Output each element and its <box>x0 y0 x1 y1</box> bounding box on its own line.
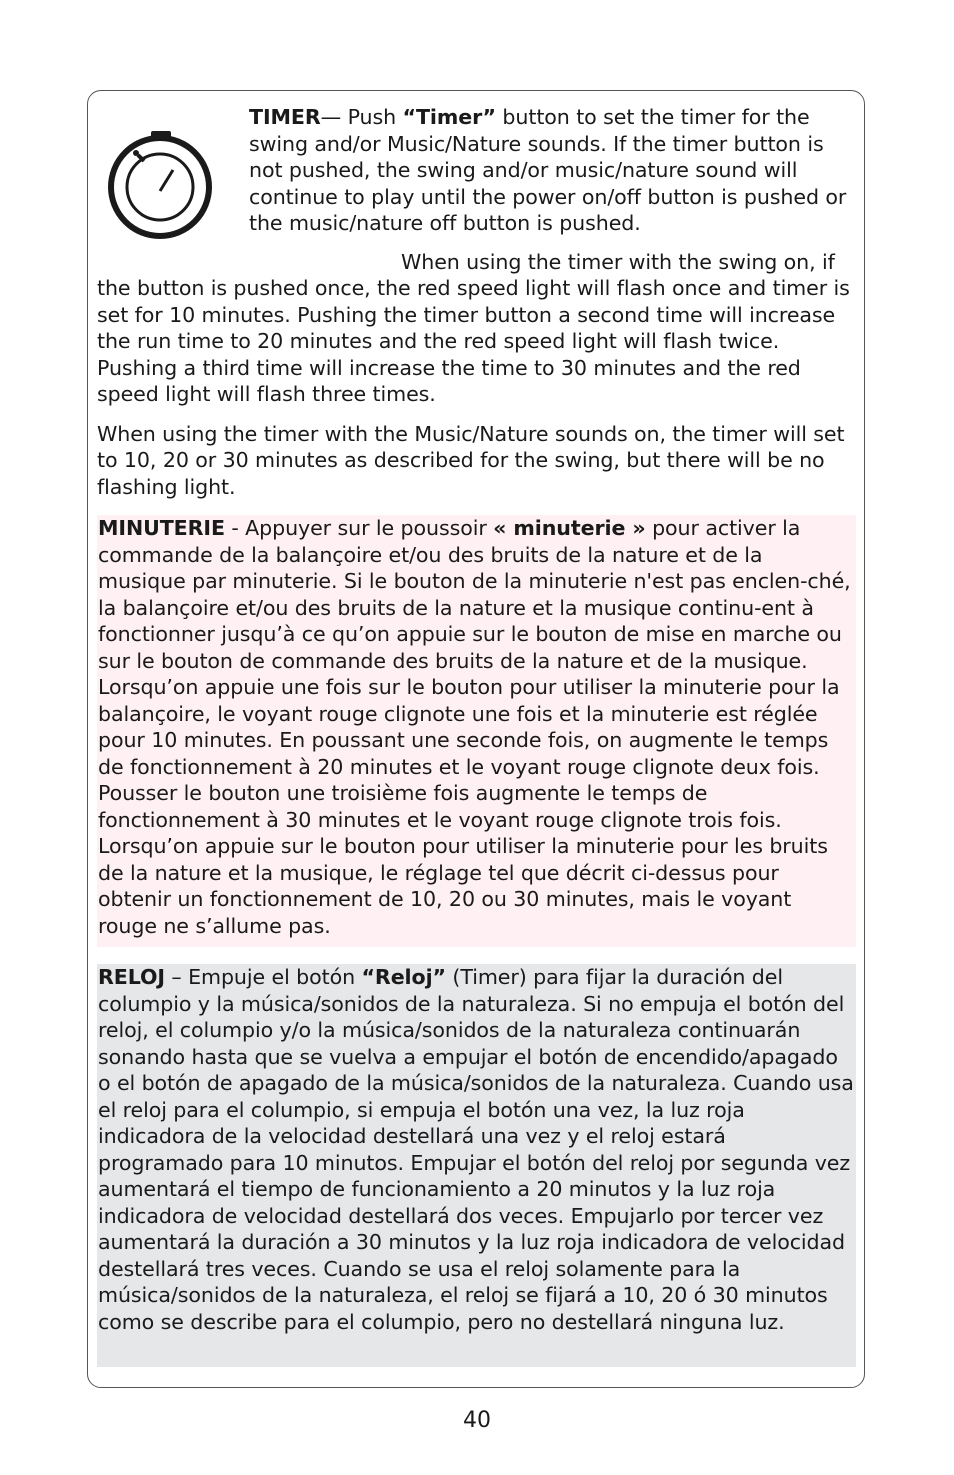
en-paragraph-2: When using the timer with the swing on, if the button is pushed once, the red speed light will flash once and timer is set for 10 minutes. Pushing the timer button a second time will increase the run time to 20 minutes and the red speed light will flash twice. Pushing a third time will increase the time to 30 minutes and the red speed light will flash three times. <box>97 249 850 406</box>
es-text: – Empuje el botón <box>164 965 362 989</box>
fr-paragraph <box>98 515 856 939</box>
es-button-name: “Reloj” <box>361 965 446 989</box>
fr-text: pour activer la commande de la balançoire et/ou des bruits de la nature et de la musique par minuterie. Si le bouton de la minuterie n'est pas enclen-ché, la balançoire et/ou des bruits de la nature et la musique continu-ent à fonctionner jusqu’à ce qu’on appuie sur le bouton de mise en marche ou sur le bouton de commande des bruits de la nature et de la musique. Lorsqu’on appuie une fois sur le bouton pour utiliser la minuterie pour la balançoire, le voyant rouge clignote une fois et la minuterie est réglée pour 10 minutes. En poussant une seconde fois, on augmente le temps de fonctionnement à 20 minutes et le voyant rouge clignote deux fois. Pousser le bouton une troisième fois augmente le temps de fonctionnement à 30 minutes et le voyant rouge clignote trois fois. Lorsqu’on appuie sur le bouton pour utiliser la minuterie pour les bruits de la nature et la musique, le réglage tel que décrit ci-dessus pour obtenir un fonctionnement de 10, 20 ou 30 minutes, mais le voyant rouge ne s’allume pas. <box>98 516 851 938</box>
fr-text: - Appuyer sur le poussoir <box>224 516 494 540</box>
fr-label: MINUTERIE <box>98 516 225 540</box>
en-timer-button-name: “Timer” <box>402 105 496 129</box>
es-text: (Timer) para fijar la duración del columpio y la música/sonidos de la naturaleza. Si no empuja el botón del reloj, el columpio y/o la música/sonidos de la naturaleza continuarán sonando hasta que se vuelva a empujar el botón de encendido/apagado o el botón de apagado de la música/sonidos de la naturaleza. Cuando usa el reloj para el columpio, si empuja el botón una vez, la luz roja indicadora de la velocidad destellará una vez y el reloj estará programado para 10 minutos. Empujar el botón del reloj por segunda vez aumentará el tiempo de funcionamiento a 20 minutos y la luz roja indicadora de velocidad destellará dos veces. Empujarlo por tercer vez aumentará la duración a 30 minutos y la luz roja indicadora de velocidad destellará tres veces. Cuando se usa el reloj solamente para la música/sonidos de la naturaleza, el reloj se fijará a 10, 20 ó 30 minutos como se describe para el columpio, pero no destellará ninguna luz. <box>98 965 854 1334</box>
en-paragraph-3: When using the timer with the Music/Nature sounds on, the timer will set to 10, 20 or 30 minutes as described for the swing, but there will be no flashing light. <box>97 421 845 499</box>
es-paragraph <box>98 964 856 1335</box>
en-text: button to set the timer for the swing and/or Music/Nature sounds. If the timer button is not pushed, the swing and/or music/nature sound will continue to play until the power on/off button is pushed or the music/nature off button is pushed. <box>249 105 847 235</box>
english-section <box>97 104 856 500</box>
es-label: RELOJ <box>98 965 165 989</box>
french-section <box>97 515 856 947</box>
icon-space <box>97 104 249 250</box>
fr-button-name: « minuterie » <box>493 516 646 540</box>
page-number: 40 <box>463 1408 491 1433</box>
spanish-section <box>97 964 856 1367</box>
en-text: — Push <box>320 105 403 129</box>
en-timer-label: TIMER <box>249 105 321 129</box>
